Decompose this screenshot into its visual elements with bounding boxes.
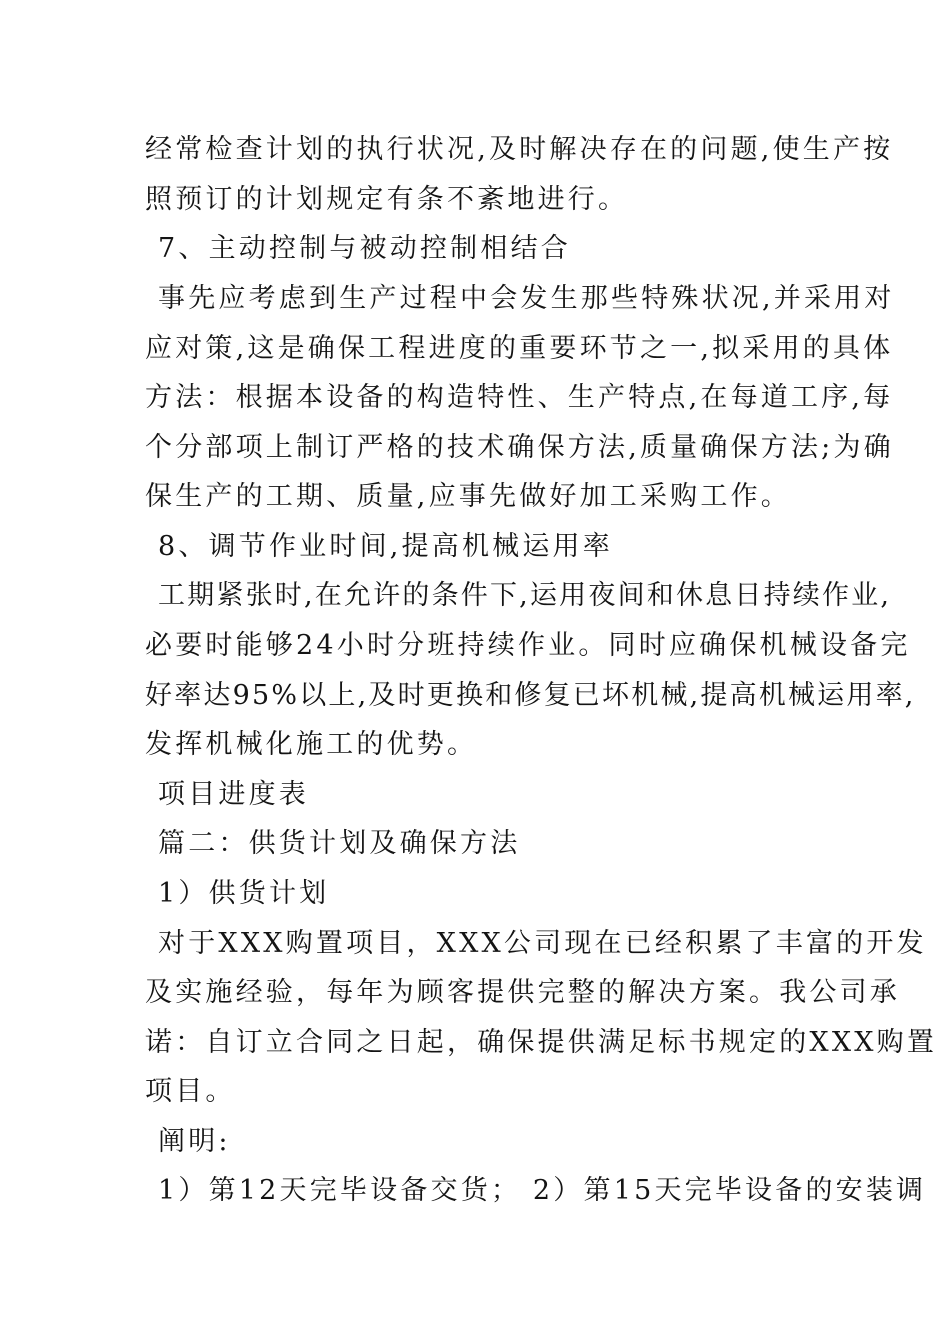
text-line: 好率达95%以上,及时更换和修复已坏机械,提高机械运用率, [145, 680, 916, 711]
section-heading: 1）供货计划 [158, 878, 330, 909]
text-line: 必要时能够24小时分班持续作业。同时应确保机械设备完 [145, 630, 911, 661]
text-line: 应对策,这是确保工程进度的重要环节之一,拟采用的具体 [145, 333, 894, 364]
text-line: 阐明: [158, 1126, 231, 1157]
section-heading: 8、调节作业时间,提高机械运用率 [158, 531, 613, 562]
text-line: 方法：根据本设备的构造特性、生产特点,在每道工序,每 [145, 382, 894, 413]
text-line: 及实施经验，每年为顾客提供完整的解决方案。我公司承 [145, 977, 900, 1008]
text-line: 个分部项上制订严格的技术确保方法,质量确保方法;为确 [145, 432, 894, 463]
section-heading: 项目进度表 [158, 779, 309, 810]
text-line: 保生产的工期、质量,应事先做好加工采购工作。 [145, 481, 791, 512]
text-line: 项目。 [145, 1076, 236, 1107]
text-line: 发挥机械化施工的优势。 [145, 729, 478, 760]
text-line: 经常检查计划的执行状况,及时解决存在的问题,使生产按 [145, 134, 894, 165]
section-heading: 7、主动控制与被动控制相结合 [158, 233, 571, 264]
text-line: 1）第12天完毕设备交货； 2）第15天完毕设备的安装调 [158, 1175, 927, 1206]
section-heading: 篇二：供货计划及确保方法 [158, 828, 521, 859]
text-line: 事先应考虑到生产过程中会发生那些特殊状况,并采用对 [158, 283, 895, 314]
text-line: 诺：自订立合同之日起，确保提供满足标书规定的XXX购置 [145, 1027, 938, 1058]
text-line: 工期紧张时,在允许的条件下,运用夜间和休息日持续作业, [158, 580, 892, 611]
text-line: 对于XXX购置项目，XXX公司现在已经积累了丰富的开发 [158, 928, 927, 959]
text-line: 照预订的计划规定有条不紊地进行。 [145, 184, 629, 215]
